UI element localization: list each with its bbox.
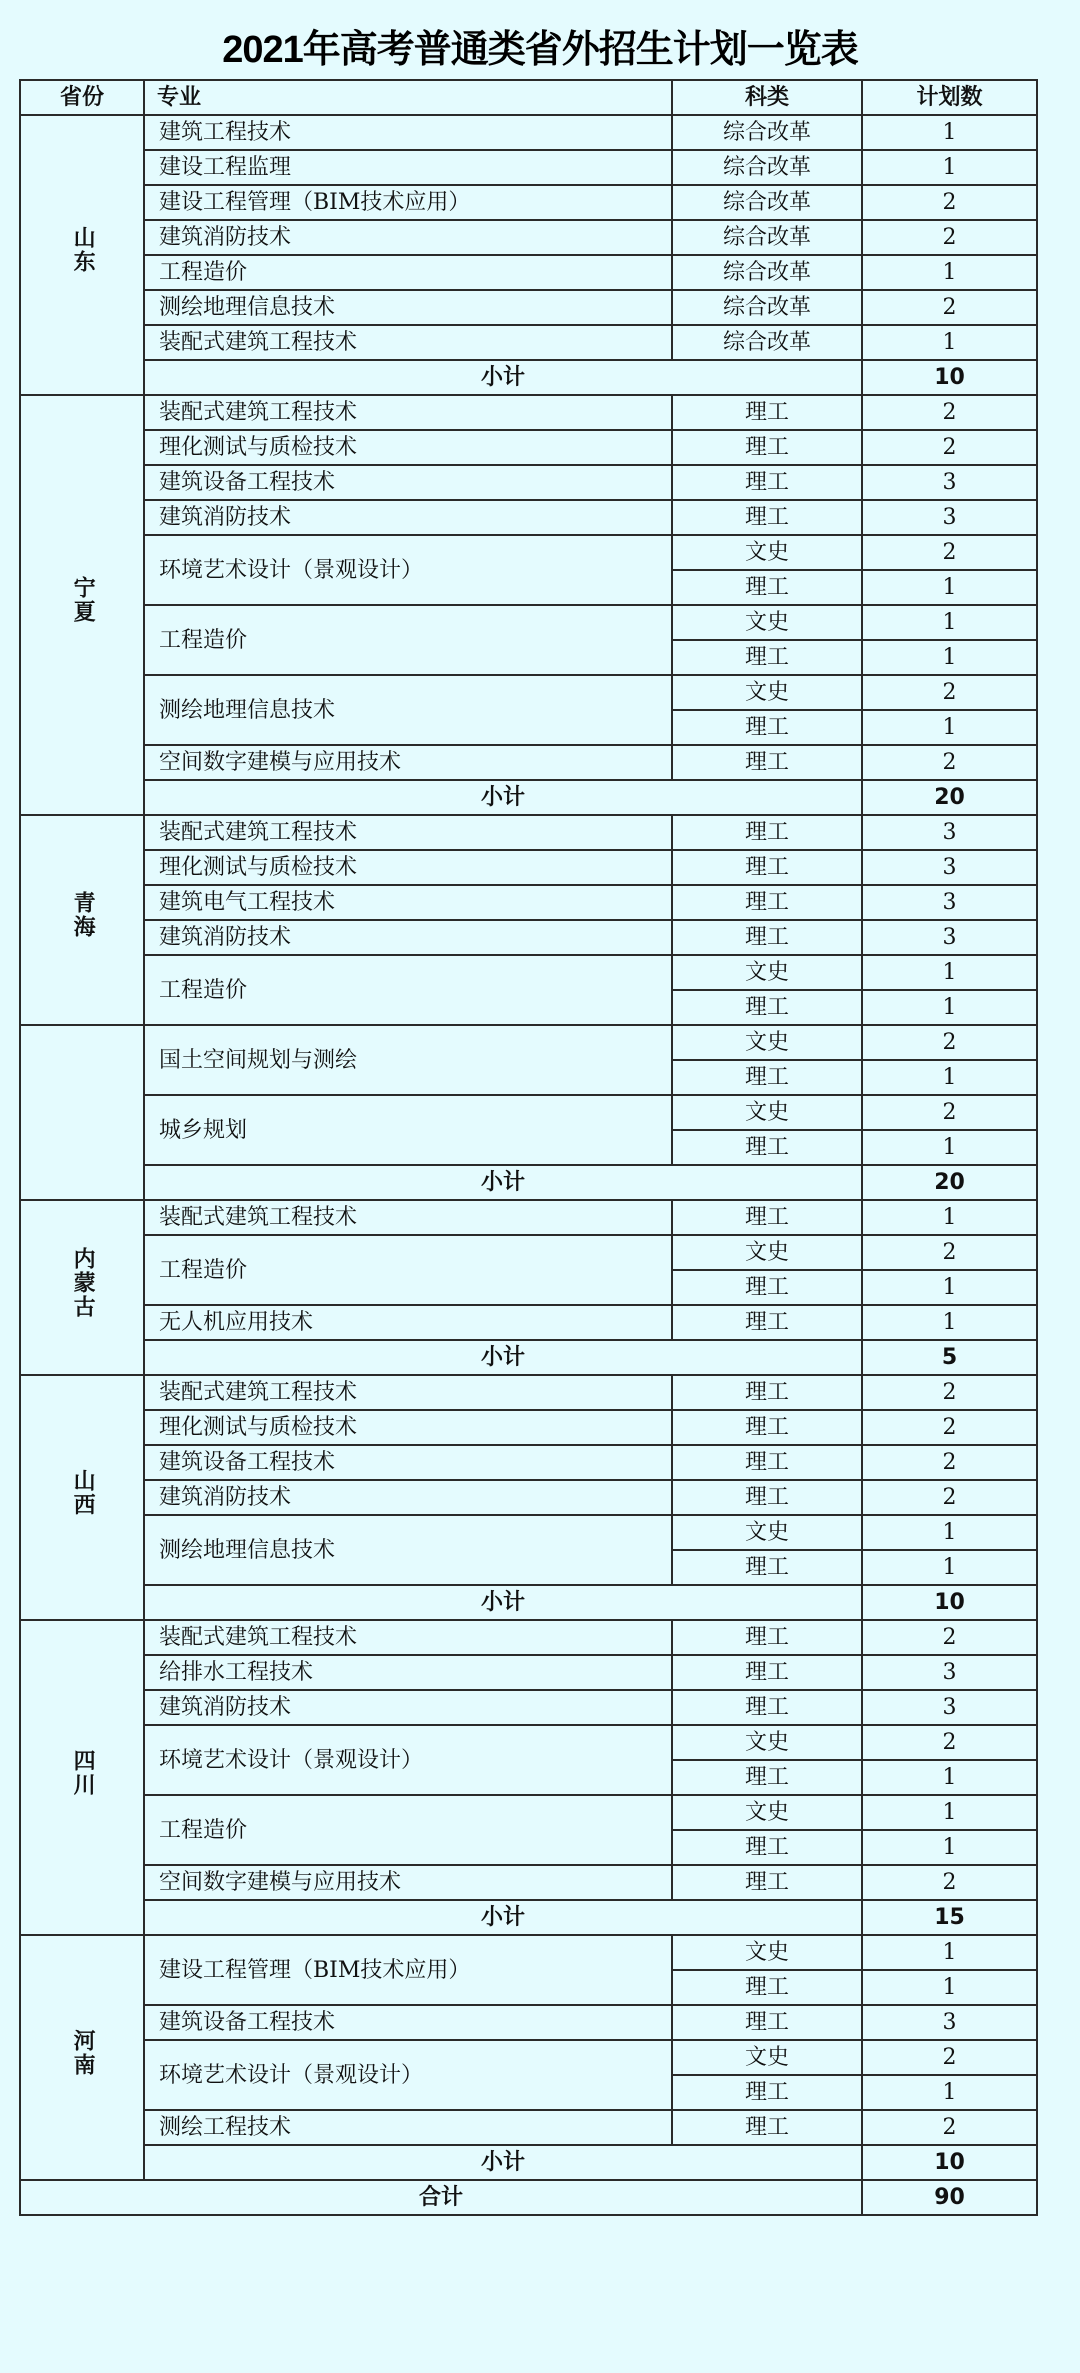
total-value: 90 (862, 2180, 1037, 2215)
category-cell: 理工 (672, 1550, 862, 1585)
table-row (20, 850, 1037, 885)
province-cell (20, 115, 144, 395)
table-row (20, 1795, 1037, 1830)
subtotal-value: 15 (862, 1900, 1037, 1935)
table-row (20, 1690, 1037, 1725)
count-cell: 1 (862, 2075, 1037, 2110)
count-cell: 3 (862, 465, 1037, 500)
count-cell: 2 (862, 395, 1037, 430)
category-cell: 理工 (672, 430, 862, 465)
table-row (20, 1725, 1037, 1760)
table-row (20, 2005, 1037, 2040)
major-cell: 环境艺术设计（景观设计） (144, 1725, 672, 1795)
table-row (20, 430, 1037, 465)
category-cell: 理工 (672, 465, 862, 500)
count-cell: 2 (862, 2040, 1037, 2075)
table-row (20, 1655, 1037, 1690)
category-cell: 理工 (672, 815, 862, 850)
category-cell: 理工 (672, 1060, 862, 1095)
major-cell: 建筑设备工程技术 (144, 1445, 672, 1480)
province-name: 山东 (70, 226, 96, 274)
count-cell: 3 (862, 920, 1037, 955)
category-cell: 文史 (672, 2040, 862, 2075)
category-cell: 文史 (672, 1725, 862, 1760)
header-province: 省份 (20, 80, 144, 115)
subtotal-value: 10 (862, 1585, 1037, 1620)
major-cell: 建筑消防技术 (144, 1690, 672, 1725)
count-cell: 3 (862, 885, 1037, 920)
province-cell (20, 1375, 144, 1620)
count-cell: 1 (862, 1060, 1037, 1095)
count-cell: 1 (862, 1270, 1037, 1305)
major-cell: 城乡规划 (144, 1095, 672, 1165)
count-cell: 1 (862, 1515, 1037, 1550)
table-row (20, 1235, 1037, 1270)
count-cell: 2 (862, 2110, 1037, 2145)
count-cell: 2 (862, 535, 1037, 570)
subtotal-label: 小计 (144, 1900, 862, 1935)
major-cell: 环境艺术设计（景观设计） (144, 535, 672, 605)
category-cell: 文史 (672, 1795, 862, 1830)
subtotal-row (20, 360, 1037, 395)
table-row (20, 1935, 1037, 1970)
category-cell: 理工 (672, 990, 862, 1025)
category-cell: 文史 (672, 1515, 862, 1550)
table-row (20, 1305, 1037, 1340)
major-cell: 建筑设备工程技术 (144, 465, 672, 500)
table-row (20, 220, 1037, 255)
table-row (20, 605, 1037, 640)
table-body (20, 115, 1037, 2215)
count-cell: 1 (862, 990, 1037, 1025)
major-cell: 建筑消防技术 (144, 220, 672, 255)
count-cell: 2 (862, 185, 1037, 220)
major-cell: 建筑消防技术 (144, 1480, 672, 1515)
total-row (20, 2180, 1037, 2215)
table-row (20, 955, 1037, 990)
province-cell (20, 1935, 144, 2180)
category-cell: 理工 (672, 1305, 862, 1340)
count-cell: 2 (862, 1375, 1037, 1410)
major-cell: 理化测试与质检技术 (144, 850, 672, 885)
table-row (20, 1025, 1037, 1060)
count-cell: 1 (862, 255, 1037, 290)
category-cell: 理工 (672, 1445, 862, 1480)
count-cell: 1 (862, 1830, 1037, 1865)
province-name: 山西 (70, 1468, 96, 1517)
category-cell: 综合改革 (672, 150, 862, 185)
count-cell: 1 (862, 955, 1037, 990)
category-cell: 文史 (672, 955, 862, 990)
subtotal-value: 5 (862, 1340, 1037, 1375)
table-row (20, 2110, 1037, 2145)
major-cell: 装配式建筑工程技术 (144, 325, 672, 360)
major-cell: 测绘工程技术 (144, 2110, 672, 2145)
count-cell: 3 (862, 850, 1037, 885)
table-row (20, 885, 1037, 920)
count-cell: 1 (862, 1795, 1037, 1830)
category-cell: 综合改革 (672, 325, 862, 360)
subtotal-row (20, 2145, 1037, 2180)
count-cell: 1 (862, 115, 1037, 150)
count-cell: 2 (862, 1725, 1037, 1760)
count-cell: 2 (862, 1480, 1037, 1515)
count-cell: 2 (862, 1095, 1037, 1130)
major-cell: 国土空间规划与测绘 (144, 1025, 672, 1095)
province-name: 内蒙古 (70, 1246, 96, 1319)
subtotal-row (20, 780, 1037, 815)
table-row (20, 255, 1037, 290)
major-cell: 建筑工程技术 (144, 115, 672, 150)
major-cell: 建筑电气工程技术 (144, 885, 672, 920)
category-cell: 综合改革 (672, 220, 862, 255)
category-cell: 理工 (672, 570, 862, 605)
major-cell: 装配式建筑工程技术 (144, 1620, 672, 1655)
category-cell: 理工 (672, 1690, 862, 1725)
subtotal-label: 小计 (144, 1340, 862, 1375)
table-row (20, 290, 1037, 325)
count-cell: 2 (862, 745, 1037, 780)
count-cell: 2 (862, 1620, 1037, 1655)
category-cell: 理工 (672, 885, 862, 920)
table-row (20, 745, 1037, 780)
subtotal-value: 20 (862, 780, 1037, 815)
table-row (20, 395, 1037, 430)
category-cell: 理工 (672, 1970, 862, 2005)
count-cell: 1 (862, 1200, 1037, 1235)
subtotal-label: 小计 (144, 780, 862, 815)
category-cell: 理工 (672, 2110, 862, 2145)
category-cell: 文史 (672, 1235, 862, 1270)
province-cell (20, 1200, 144, 1375)
count-cell: 1 (862, 150, 1037, 185)
major-cell: 建筑消防技术 (144, 920, 672, 955)
category-cell: 文史 (672, 1025, 862, 1060)
table-row (20, 1445, 1037, 1480)
major-cell: 建设工程管理（BIM技术应用） (144, 185, 672, 220)
major-cell: 建筑消防技术 (144, 500, 672, 535)
count-cell: 2 (862, 430, 1037, 465)
count-cell: 2 (862, 1445, 1037, 1480)
category-cell: 理工 (672, 850, 862, 885)
count-cell: 1 (862, 1935, 1037, 1970)
count-cell: 2 (862, 1025, 1037, 1060)
count-cell: 3 (862, 1655, 1037, 1690)
table-row (20, 185, 1037, 220)
subtotal-row (20, 1585, 1037, 1620)
category-cell: 文史 (672, 535, 862, 570)
table-row (20, 150, 1037, 185)
count-cell: 2 (862, 1235, 1037, 1270)
major-cell: 理化测试与质检技术 (144, 430, 672, 465)
subtotal-row (20, 1165, 1037, 1200)
header-major: 专业 (144, 80, 672, 115)
major-cell: 空间数字建模与应用技术 (144, 1865, 672, 1900)
table-row (20, 1375, 1037, 1410)
major-cell: 环境艺术设计（景观设计） (144, 2040, 672, 2110)
province-name: 宁夏 (70, 576, 96, 624)
table-row (20, 500, 1037, 535)
major-cell: 测绘地理信息技术 (144, 1515, 672, 1585)
table-row (20, 2040, 1037, 2075)
count-cell: 1 (862, 1130, 1037, 1165)
page-title: 2021年高考普通类省外招生计划一览表 (222, 29, 858, 71)
count-cell: 2 (862, 1410, 1037, 1445)
category-cell: 综合改革 (672, 255, 862, 290)
category-cell: 理工 (672, 395, 862, 430)
table-row (20, 1480, 1037, 1515)
major-cell: 给排水工程技术 (144, 1655, 672, 1690)
table-row (20, 1865, 1037, 1900)
major-cell: 装配式建筑工程技术 (144, 395, 672, 430)
major-cell: 工程造价 (144, 605, 672, 675)
category-cell: 理工 (672, 640, 862, 675)
category-cell: 文史 (672, 605, 862, 640)
major-cell: 空间数字建模与应用技术 (144, 745, 672, 780)
category-cell: 理工 (672, 1410, 862, 1445)
category-cell: 理工 (672, 1270, 862, 1305)
count-cell: 3 (862, 500, 1037, 535)
category-cell: 理工 (672, 2005, 862, 2040)
major-cell: 工程造价 (144, 255, 672, 290)
major-cell: 工程造价 (144, 1235, 672, 1305)
category-cell: 理工 (672, 1655, 862, 1690)
table-row (20, 1515, 1037, 1550)
header-count: 计划数 (862, 80, 1037, 115)
table-row (20, 920, 1037, 955)
table-header-row (20, 80, 1037, 115)
major-cell: 理化测试与质检技术 (144, 1410, 672, 1445)
table-row (20, 1620, 1037, 1655)
category-cell: 文史 (672, 1935, 862, 1970)
major-cell: 建筑设备工程技术 (144, 2005, 672, 2040)
count-cell: 1 (862, 640, 1037, 675)
header-category: 科类 (672, 80, 862, 115)
subtotal-row (20, 1900, 1037, 1935)
table-row (20, 815, 1037, 850)
category-cell: 综合改革 (672, 185, 862, 220)
major-cell: 测绘地理信息技术 (144, 675, 672, 745)
province-name: 青海 (70, 891, 96, 939)
major-cell: 测绘地理信息技术 (144, 290, 672, 325)
count-cell: 3 (862, 1690, 1037, 1725)
major-cell: 装配式建筑工程技术 (144, 815, 672, 850)
subtotal-value: 10 (862, 2145, 1037, 2180)
subtotal-value: 10 (862, 360, 1037, 395)
count-cell: 1 (862, 1305, 1037, 1340)
table-row (20, 1200, 1037, 1235)
category-cell: 理工 (672, 1375, 862, 1410)
category-cell: 文史 (672, 1095, 862, 1130)
category-cell: 理工 (672, 1760, 862, 1795)
category-cell: 理工 (672, 1130, 862, 1165)
count-cell: 1 (862, 325, 1037, 360)
count-cell: 1 (862, 710, 1037, 745)
count-cell: 1 (862, 1760, 1037, 1795)
category-cell: 理工 (672, 920, 862, 955)
table-row (20, 465, 1037, 500)
province-name: 河南 (70, 2028, 96, 2077)
category-cell: 理工 (672, 1865, 862, 1900)
subtotal-label: 小计 (144, 360, 862, 395)
table-row (20, 325, 1037, 360)
table-row (20, 535, 1037, 570)
major-cell: 装配式建筑工程技术 (144, 1200, 672, 1235)
total-label: 合计 (20, 2180, 862, 2215)
category-cell: 理工 (672, 1620, 862, 1655)
table-row (20, 675, 1037, 710)
count-cell: 1 (862, 1550, 1037, 1585)
major-cell: 工程造价 (144, 955, 672, 1025)
category-cell: 理工 (672, 710, 862, 745)
count-cell: 2 (862, 290, 1037, 325)
count-cell: 2 (862, 1865, 1037, 1900)
subtotal-row (20, 1340, 1037, 1375)
category-cell: 综合改革 (672, 115, 862, 150)
subtotal-label: 小计 (144, 1165, 862, 1200)
province-cell (20, 1620, 144, 1935)
province-name: 四川 (70, 1748, 96, 1797)
count-cell: 3 (862, 815, 1037, 850)
province-cell (20, 395, 144, 815)
province-cell (20, 815, 144, 1025)
table-row (20, 115, 1037, 150)
major-cell: 建设工程监理 (144, 150, 672, 185)
count-cell: 1 (862, 570, 1037, 605)
category-cell: 理工 (672, 2075, 862, 2110)
major-cell: 建设工程管理（BIM技术应用） (144, 1935, 672, 2005)
table-row (20, 1410, 1037, 1445)
table-row (20, 1095, 1037, 1130)
enrollment-plan-table (19, 79, 1038, 2216)
count-cell: 3 (862, 2005, 1037, 2040)
count-cell: 2 (862, 220, 1037, 255)
count-cell: 1 (862, 1970, 1037, 2005)
major-cell: 工程造价 (144, 1795, 672, 1865)
subtotal-label: 小计 (144, 1585, 862, 1620)
category-cell: 理工 (672, 1830, 862, 1865)
major-cell: 无人机应用技术 (144, 1305, 672, 1340)
category-cell: 理工 (672, 500, 862, 535)
count-cell: 2 (862, 675, 1037, 710)
category-cell: 理工 (672, 1480, 862, 1515)
subtotal-value: 20 (862, 1165, 1037, 1200)
subtotal-label: 小计 (144, 2145, 862, 2180)
category-cell: 文史 (672, 675, 862, 710)
category-cell: 综合改革 (672, 290, 862, 325)
category-cell: 理工 (672, 745, 862, 780)
category-cell: 理工 (672, 1200, 862, 1235)
major-cell: 装配式建筑工程技术 (144, 1375, 672, 1410)
count-cell: 1 (862, 605, 1037, 640)
province-cell (20, 1025, 144, 1200)
